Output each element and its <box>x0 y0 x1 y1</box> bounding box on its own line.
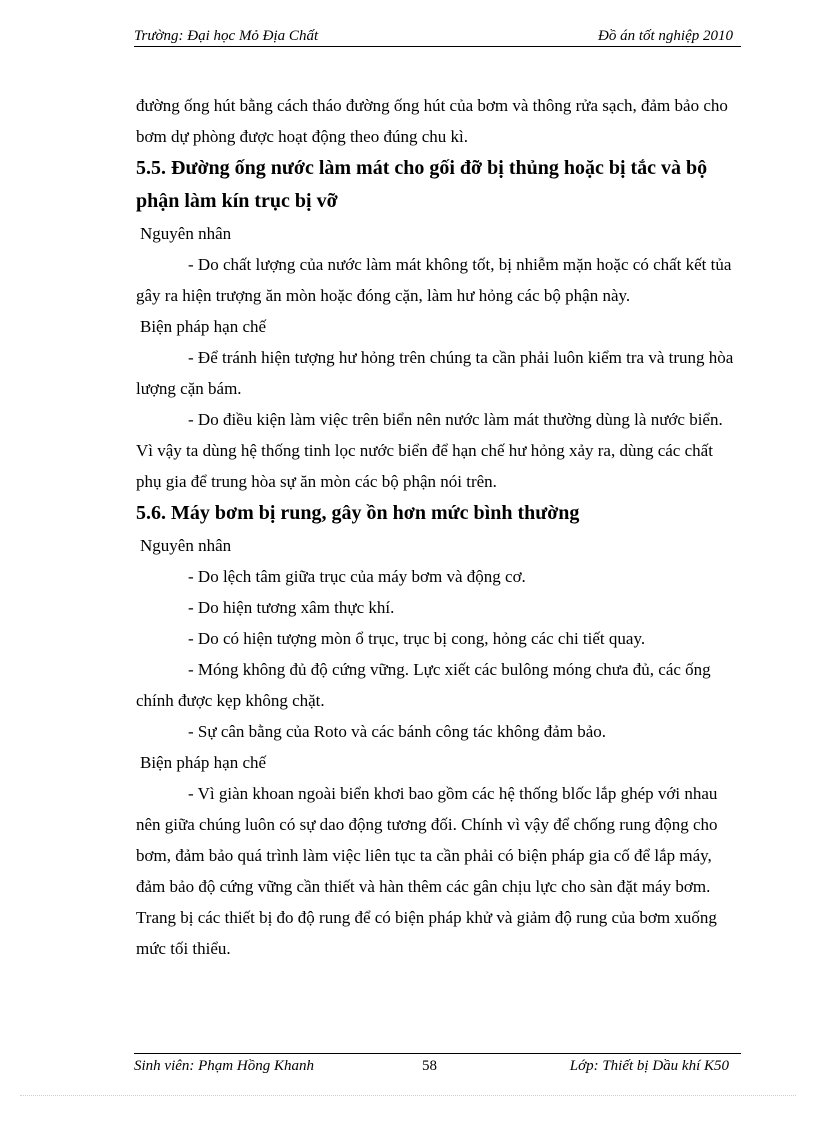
fix-item-5-6-1: - Vì giàn khoan ngoài biển khơi bao gồm các hệ thống blốc lắp ghép với nhau nên giữa chúng luôn có sự dao động tương đối. Chính vì vậy để chống rung động cho bơm, đảm bảo quá trình làm việc liên tục ta cần phải có biện pháp gia cố để lắp máy, đảm bảo độ cứng vững cần thiết và hàn thêm các gân chịu lực cho sàn đặt máy bơm. Trang bị các thiết bị đo độ rung để có biện pháp khử và giảm độ rung của bơm xuống mức tối thiểu. <box>136 784 718 958</box>
page-number: 58 <box>422 1058 437 1074</box>
cause-label-5-6: Nguyên nhân <box>140 536 232 555</box>
document-body <box>136 90 740 964</box>
fix-item-5-5-1: - Để tránh hiện tượng hư hỏng trên chúng ta cần phải luôn kiểm tra và trung hòa lượng cặn bám. <box>136 348 734 398</box>
cause-item-5-6-4: - Móng không đủ độ cứng vững. Lực xiết các bulông móng chưa đủ, các ống chính được kẹp không chặt. <box>136 660 711 710</box>
header-project: Đồ án tốt nghiệp 2010 <box>598 28 733 44</box>
page-edge-divider <box>20 1095 796 1096</box>
cause-item-5-6-3: - Do có hiện tượng mòn ổ trục, trục bị cong, hỏng các chi tiết quay. <box>188 629 646 648</box>
section-heading-5-6: 5.6. Máy bơm bị rung, gây ồn hơn mức bình thường <box>136 502 580 524</box>
footer-student: Sinh viên: Phạm Hồng Khanh <box>134 1058 314 1074</box>
fix-item-5-5-2: - Do điều kiện làm việc trên biển nên nước làm mát thường dùng là nước biển. Vì vậy ta dùng hệ thống tinh lọc nước biển để hạn chế hư hỏng xảy ra, dùng các chất phụ gia để trung hòa sự ăn mòn các bộ phận nói trên. <box>136 410 723 491</box>
cause-item-5-5-1: - Do chất lượng của nước làm mát không tốt, bị nhiễm mặn hoặc có chất kết tủa gây ra hiện trượng ăn mòn hoặc đóng cặn, làm hư hỏng các bộ phận này. <box>136 255 732 305</box>
page-header <box>134 26 741 47</box>
paragraph-continued: đường ống hút bằng cách tháo đường ống hút của bơm và thông rửa sạch, đảm bảo cho bơm dự phòng được hoạt động theo đúng chu kì. <box>136 96 728 146</box>
fix-label-5-5: Biện pháp hạn chế <box>140 317 267 336</box>
header-school: Trường: Đại học Mỏ Địa Chất <box>134 28 319 44</box>
cause-item-5-6-2: - Do hiện tương xâm thực khí. <box>188 598 395 617</box>
cause-label-5-5: Nguyên nhân <box>140 224 232 243</box>
footer-class: Lớp: Thiết bị Dầu khí K50 <box>569 1058 729 1074</box>
cause-item-5-6-1: - Do lệch tâm giữa trục của máy bơm và động cơ. <box>188 567 526 586</box>
page-footer <box>134 1053 741 1076</box>
fix-label-5-6: Biện pháp hạn chế <box>140 753 267 772</box>
cause-item-5-6-5: - Sự cân bằng của Roto và các bánh công tác không đảm bảo. <box>188 722 607 741</box>
section-heading-5-5: 5.5. Đường ống nước làm mát cho gối đỡ bị thủng hoặc bị tắc và bộ phận làm kín trục bị vỡ <box>136 157 708 212</box>
